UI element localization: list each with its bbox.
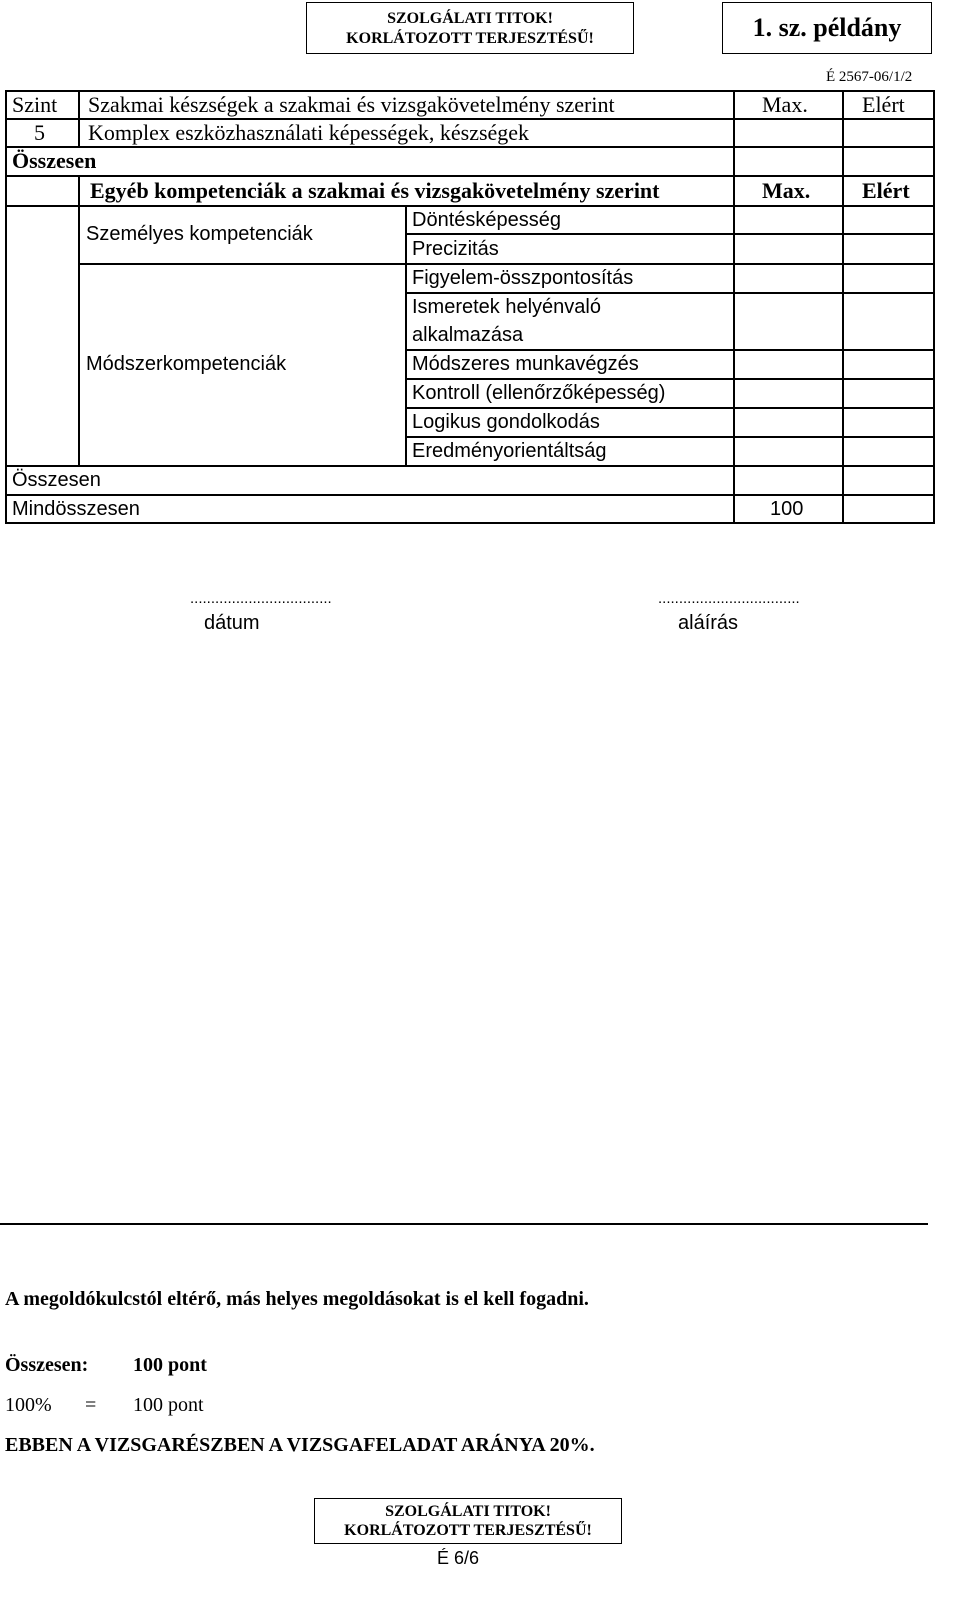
personal-competencies-label: Személyes kompetenciák <box>86 223 313 245</box>
total-points-value: 100 pont <box>133 1354 207 1376</box>
col-skills-header: Szakmai készségek a szakmai és vizsgakövetelmény szerint <box>88 92 615 117</box>
method-item: Figyelem-összpontosítás <box>412 267 634 289</box>
exam-ratio-note: EBBEN A VIZSGARÉSZBEN A VIZSGAFELADAT ARÁNYA 20%. <box>5 1434 595 1456</box>
classification-line2: KORLÁTOZOTT TERJESZTÉSŰ! <box>346 30 594 47</box>
page-number: É 6/6 <box>437 1548 480 1568</box>
col-max-header: Max. <box>762 92 808 117</box>
percent-value: 100 pont <box>133 1394 204 1416</box>
method-item: Eredményorientáltság <box>412 440 607 462</box>
total-label-1: Összesen <box>12 148 97 173</box>
date-dots: .................................. <box>190 590 332 607</box>
total-label-2: Összesen <box>12 469 101 491</box>
percent-label: 100% <box>5 1394 52 1416</box>
method-item: alkalmazása <box>412 324 524 346</box>
personal-item: Precizitás <box>412 238 499 260</box>
copy-number-box <box>722 2 932 54</box>
method-competencies-label: Módszerkompetenciák <box>86 353 287 375</box>
total-points-label: Összesen: <box>5 1354 89 1376</box>
date-label: dátum <box>204 612 260 634</box>
method-item: Ismeretek helyénvaló <box>412 296 601 318</box>
document-code: É 2567-06/1/2 <box>826 69 913 85</box>
copy-number-label: 1. sz. példány <box>752 13 902 42</box>
col-achieved-header: Elért <box>862 92 905 117</box>
method-item: Logikus gondolkodás <box>412 411 600 433</box>
classification-box-top <box>306 2 634 54</box>
classification-line1: SZOLGÁLATI TITOK! <box>385 1503 551 1520</box>
equals-sign: = <box>85 1394 97 1416</box>
other-max-header: Max. <box>762 178 811 203</box>
alternative-solutions-note: A megoldókulcstól eltérő, más helyes megoldásokat is el kell fogadni. <box>5 1288 589 1310</box>
footer-separator <box>0 1223 928 1225</box>
classification-line1: SZOLGÁLATI TITOK! <box>387 10 553 27</box>
col-level-header: Szint <box>12 92 58 117</box>
classification-line2: KORLÁTOZOTT TERJESZTÉSŰ! <box>344 1522 592 1539</box>
method-item: Módszeres munkavégzés <box>412 353 639 375</box>
row-level-value: 5 <box>34 120 45 145</box>
other-achieved-header: Elért <box>862 178 910 203</box>
personal-item: Döntésképesség <box>412 209 561 231</box>
grand-total-label: Mindösszesen <box>12 498 140 520</box>
method-item: Kontroll (ellenőrzőképesség) <box>412 382 666 404</box>
signature-dots: .................................. <box>658 590 800 607</box>
row-skill-label: Komplex eszközhasználati képességek, készségek <box>88 120 530 145</box>
classification-box-bottom <box>314 1498 622 1544</box>
other-competencies-header: Egyéb kompetenciák a szakmai és vizsgakövetelmény szerint <box>90 178 660 203</box>
grand-total-max: 100 <box>770 498 804 520</box>
signature-label: aláírás <box>678 612 739 634</box>
